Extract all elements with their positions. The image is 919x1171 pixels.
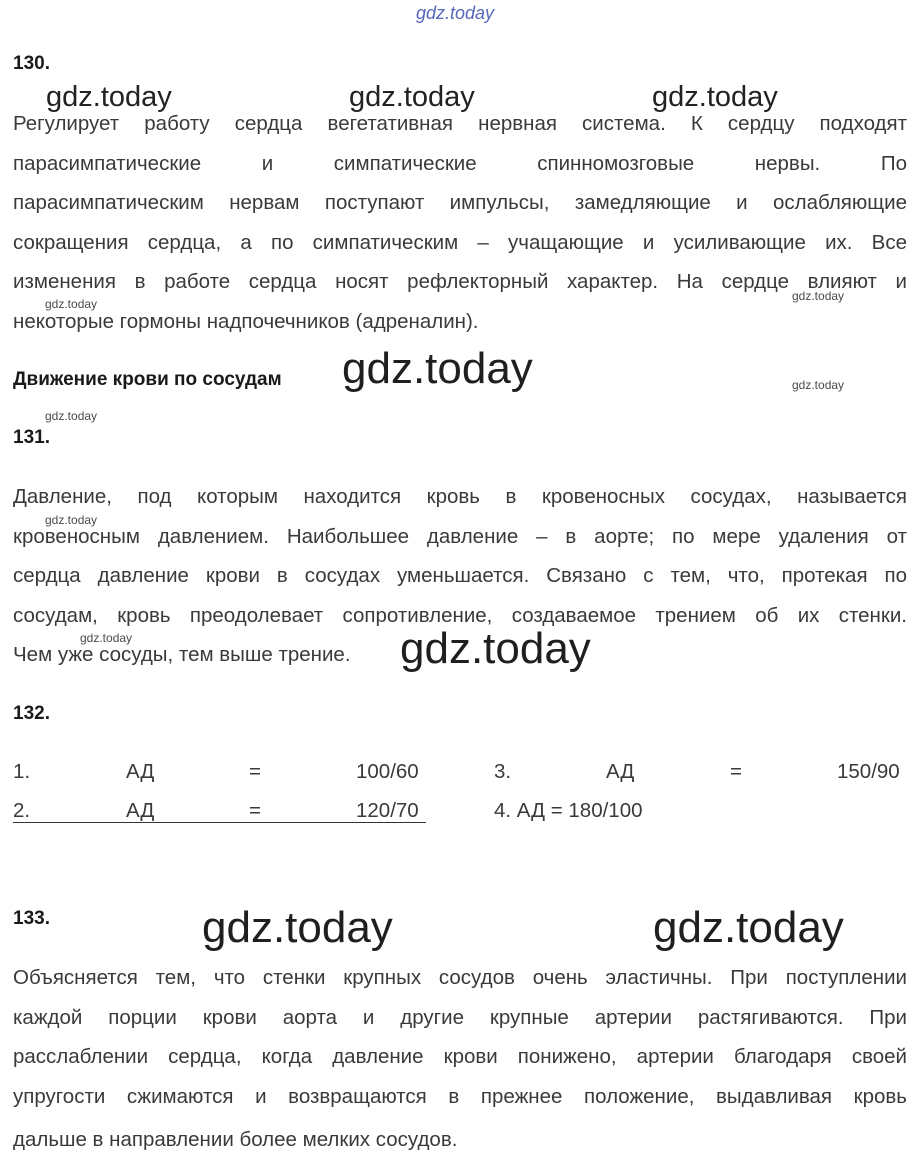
item-equals: = [249, 799, 261, 822]
item-value: 150/90 [837, 760, 900, 783]
text-line: сосудам, кровь преодолевает сопротивление, создаваемое трением об их стенки. [13, 603, 907, 627]
item-number: 1. [13, 760, 31, 783]
item-value: 120/70 [356, 799, 419, 822]
text-line: парасимпатическим нервам поступают импульсы, замедляющие и ослабляющие [13, 191, 907, 214]
section-heading: Движение крови по сосудам [13, 369, 282, 390]
bp-row-2 [0, 798, 919, 824]
answer-133 [13, 958, 907, 1160]
watermark: gdz.today [45, 513, 98, 527]
text-line: каждой порции крови аорта и другие крупные артерии растягиваются. При [13, 1005, 907, 1029]
watermark: gdz.today [652, 81, 778, 113]
text-line: парасимпатические и симпатические спинномозговые нервы. По [13, 151, 907, 175]
text-line: Давление, под которым находится кровь в кровеносных сосудах, называется [13, 485, 907, 508]
watermark: gdz.today [653, 903, 844, 952]
item-label: АД [126, 799, 155, 822]
text-line: изменения в работе сердца носят рефлекторный характер. На сердце влияют и [13, 270, 907, 293]
text-line: Объясняется тем, что стенки крупных сосудов очень эластичны. При поступлении [13, 966, 907, 989]
text-line: кровеносным давлением. Наибольшее давление – в аорте; по мере удаления от [13, 524, 907, 548]
watermark: gdz.today [342, 344, 533, 393]
text-line: некоторые гормоны надпочечников (адреналин). [13, 309, 479, 333]
item-label: АД [126, 760, 155, 783]
watermark-top: gdz.today [416, 3, 495, 23]
item-number: 3. [494, 760, 512, 783]
watermark: gdz.today [202, 903, 393, 952]
bp-row-1 [0, 759, 919, 785]
watermark: gdz.today [80, 631, 133, 645]
text-line: Чем уже сосуды, тем выше трение. [13, 643, 351, 666]
watermark: gdz.today [45, 297, 98, 311]
task-number-130: 130. [13, 53, 50, 74]
item-text: 4. АД = 180/100 [494, 799, 643, 822]
answer-130 [13, 104, 907, 341]
item-label: АД [606, 760, 635, 783]
watermark: gdz.today [400, 624, 591, 673]
item-number: 2. [13, 799, 31, 822]
watermark: gdz.today [46, 81, 172, 113]
watermark: gdz.today [792, 378, 845, 392]
text-line: Регулирует работу сердца вегетативная нервная система. К сердцу подходят [13, 112, 907, 135]
task-number-131: 131. [13, 427, 50, 448]
text-line: сокращения сердца, а по симпатическим – учащающие и усиливающие их. Все [13, 230, 907, 254]
text-line: расслаблении сердца, когда давление крови понижено, артерии благодаря своей [13, 1045, 907, 1068]
text-line: упругости сжимаются и возвращаются в прежнее положение, выдавливая кровь [13, 1084, 907, 1108]
task-number-132: 132. [13, 703, 50, 724]
watermark: gdz.today [349, 81, 475, 113]
watermark: gdz.today [45, 409, 98, 423]
item-equals: = [249, 760, 261, 783]
text-line: сердца давление крови в сосудах уменьшается. Связано с тем, что, протекая по [13, 564, 907, 587]
item-equals: = [730, 760, 742, 783]
task-number-133: 133. [13, 908, 50, 929]
item-value: 100/60 [356, 760, 419, 783]
watermark: gdz.today [792, 289, 845, 303]
text-line: дальше в направлении более мелких сосудов. [13, 1128, 458, 1151]
